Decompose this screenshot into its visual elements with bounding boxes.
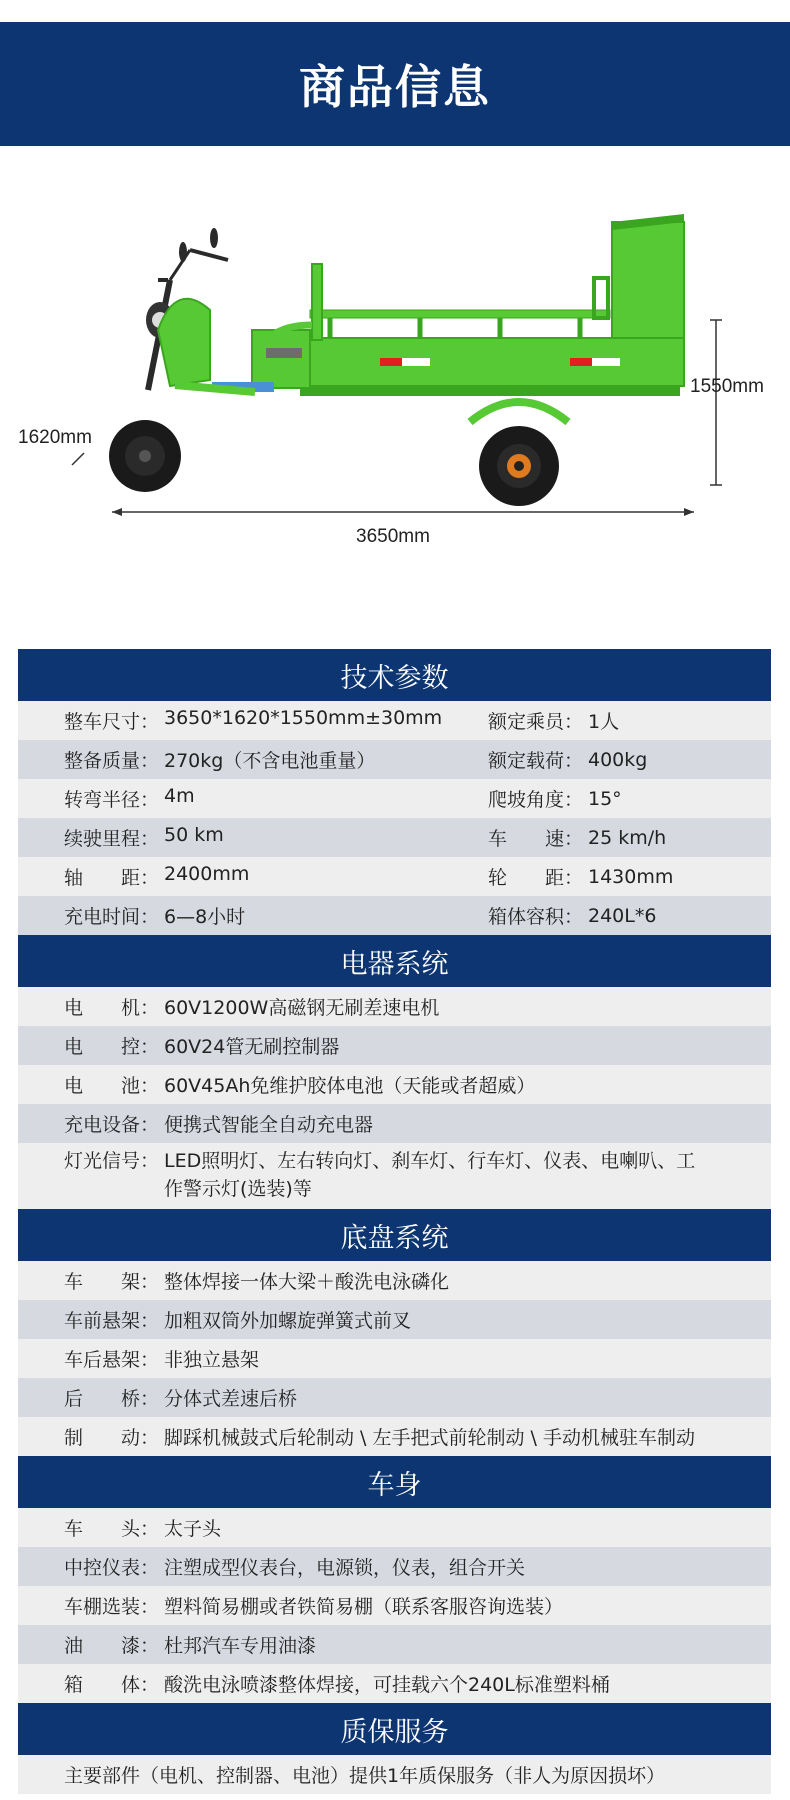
spec-label: 整备质量： — [64, 750, 160, 772]
table-row — [18, 1065, 771, 1104]
table-row — [18, 701, 771, 740]
spec-value: 注塑成型仪表台，电源锁，仪表，组合开关 — [164, 1557, 526, 1579]
spec-value: 25 km/h — [588, 826, 667, 849]
table-row — [18, 740, 771, 779]
table-row — [18, 1417, 771, 1456]
spec-label: 箱 体： — [64, 1674, 160, 1696]
table-row — [18, 1508, 771, 1547]
table-row — [18, 1143, 771, 1209]
table-row — [18, 1026, 771, 1065]
spec-value: 1人 — [588, 711, 620, 733]
spec-label: 车 架： — [64, 1271, 160, 1293]
table-row — [18, 1378, 771, 1417]
row-left — [18, 824, 488, 851]
row-left — [18, 746, 488, 773]
table-row — [18, 1625, 771, 1664]
spec-value: 非独立悬架 — [164, 1349, 260, 1371]
spec-label: 箱体容积： — [488, 906, 584, 928]
table-row — [18, 1586, 771, 1625]
spec-label: 爬坡角度： — [488, 789, 584, 811]
spec-label: 车前悬架： — [64, 1310, 160, 1332]
section-header-body: 车身 — [18, 1456, 771, 1508]
front-steering — [146, 228, 255, 392]
spec-label: 车 速： — [488, 828, 584, 850]
front-wheel — [109, 420, 181, 492]
warranty-text: 主要部件（电机、控制器、电池）提供1年质保服务（非人为原因损坏） — [64, 1765, 666, 1787]
spec-value: LED照明灯、左右转向灯、刹车灯、行车灯、仪表、电喇叭、工作警示灯(选装)等 — [164, 1150, 696, 1200]
spec-label: 油 漆： — [64, 1635, 160, 1657]
spec-value: 270kg（不含电池重量） — [164, 750, 376, 772]
spec-value: 脚踩机械鼓式后轮制动 \ 左手把式前轮制动 \ 手动机械驻车制动 — [164, 1427, 695, 1449]
spec-value: 便携式智能全自动充电器 — [164, 1114, 374, 1136]
width-dim-line — [72, 453, 84, 465]
spec-value: 60V45Ah免维护胶体电池（天能或者超威） — [164, 1075, 536, 1097]
spec-label: 额定载荷： — [488, 750, 584, 772]
spec-value: 1430mm — [588, 865, 674, 888]
spec-label: 制 动： — [64, 1427, 160, 1449]
length-dim-label: 3650mm — [356, 526, 430, 547]
table-row — [18, 818, 771, 857]
spec-label: 整车尺寸： — [64, 711, 160, 733]
spec-value: 60V24管无刷控制器 — [164, 1036, 340, 1058]
spec-label: 电 机： — [64, 997, 160, 1019]
table-row — [18, 1261, 771, 1300]
table-row — [18, 1339, 771, 1378]
spec-tables — [18, 649, 771, 1794]
product-image-area — [0, 160, 790, 630]
spec-label: 灯光信号： — [64, 1150, 160, 1172]
spec-value: 太子头 — [164, 1518, 222, 1540]
spec-value: 杜邦汽车专用油漆 — [164, 1635, 317, 1657]
spec-value: 分体式差速后桥 — [164, 1388, 298, 1410]
row-left — [18, 863, 488, 890]
spec-value: 50 km — [164, 824, 224, 846]
chassis-table — [18, 1261, 771, 1456]
width-dim-label: 1620mm — [18, 427, 92, 448]
section-header-chassis: 底盘系统 — [18, 1209, 771, 1261]
rear-wheel — [479, 426, 559, 506]
spec-value: 240L*6 — [588, 904, 657, 927]
spec-value: 15° — [588, 787, 622, 810]
cab-seat — [212, 264, 322, 392]
spec-label: 电 控： — [64, 1036, 160, 1058]
spec-value: 酸洗电泳喷漆整体焊接，可挂载六个240L标准塑料桶 — [164, 1674, 610, 1696]
section-header-tech: 技术参数 — [18, 649, 771, 701]
electric-table — [18, 987, 771, 1209]
row-left — [18, 707, 488, 734]
spec-label: 电 池： — [64, 1075, 160, 1097]
body-table — [18, 1508, 771, 1703]
page-banner — [0, 22, 790, 146]
table-row — [18, 1547, 771, 1586]
spec-value: 整体焊接一体大梁＋酸洗电泳磷化 — [164, 1271, 450, 1293]
page-title: 商品信息 — [299, 60, 491, 114]
height-dim-label: 1550mm — [690, 376, 764, 397]
table-row — [18, 1664, 771, 1703]
spec-value: 3650*1620*1550mm±30mm — [164, 707, 443, 729]
table-row — [18, 779, 771, 818]
spec-value: 加粗双筒外加螺旋弹簧式前叉 — [164, 1310, 412, 1332]
row-left — [18, 902, 488, 929]
spec-value: 60V1200W高磁钢无刷差速电机 — [164, 997, 440, 1019]
section-header-warranty: 质保服务 — [18, 1703, 771, 1755]
table-row — [18, 857, 771, 896]
spec-label: 续驶里程： — [64, 828, 160, 850]
table-row — [18, 896, 771, 935]
spec-label: 轴 距： — [64, 867, 160, 889]
spec-label: 后 桥： — [64, 1388, 160, 1410]
spec-value: 6—8小时 — [164, 906, 246, 928]
spec-label: 充电时间： — [64, 906, 160, 928]
spec-label: 轮 距： — [488, 867, 584, 889]
spec-label: 车 头： — [64, 1518, 160, 1540]
spec-label: 车棚选装： — [64, 1596, 160, 1618]
table-row — [18, 1104, 771, 1143]
spec-label: 额定乘员： — [488, 711, 584, 733]
spec-label: 车后悬架： — [64, 1349, 160, 1371]
cargo-box — [300, 214, 684, 396]
spec-value: 塑料简易棚或者铁简易棚（联系客服咨询选装） — [164, 1596, 564, 1618]
section-header-electric: 电器系统 — [18, 935, 771, 987]
table-row — [18, 1300, 771, 1339]
tech-table — [18, 701, 771, 935]
row-left — [18, 785, 488, 812]
spec-value: 2400mm — [164, 863, 250, 885]
spec-label: 中控仪表： — [64, 1557, 160, 1579]
spec-value: 400kg — [588, 748, 648, 771]
spec-value: 4m — [164, 785, 195, 807]
table-row — [18, 987, 771, 1026]
tricycle-illustration — [0, 160, 790, 630]
warranty-row — [18, 1755, 771, 1794]
spec-label: 转弯半径： — [64, 789, 160, 811]
spec-label: 充电设备： — [64, 1114, 160, 1136]
